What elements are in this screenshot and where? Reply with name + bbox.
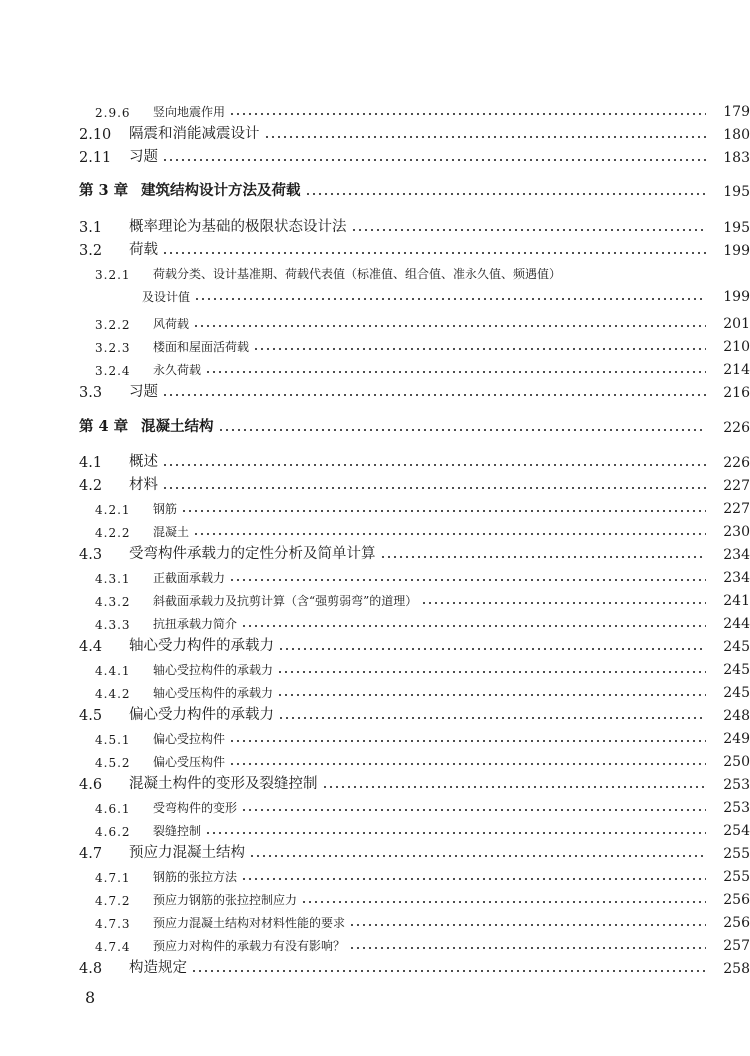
toc-entry-number: 2.11 xyxy=(79,150,112,166)
toc-entry[interactable] xyxy=(0,214,750,236)
toc-entry-number: 2.9.6 xyxy=(95,106,131,120)
toc-entry[interactable] xyxy=(0,840,750,862)
toc-entry-number: 3.1 xyxy=(79,220,103,236)
dot-leader xyxy=(301,901,706,903)
toc-entry-page: 241 xyxy=(723,593,750,609)
toc-entry-title: 习题 xyxy=(129,384,158,400)
toc-entry-title: 风荷载 xyxy=(153,317,190,331)
toc-entry-number: 4.7.1 xyxy=(95,871,131,885)
toc-entry[interactable] xyxy=(0,379,750,401)
toc-entry[interactable] xyxy=(0,541,750,563)
toc-entry-page: 258 xyxy=(723,961,750,977)
toc-entry-number: 4.6.1 xyxy=(95,802,131,816)
toc-entry[interactable] xyxy=(0,725,750,747)
toc-entry[interactable] xyxy=(0,564,750,586)
toc-entry-title: 偏心受压构件 xyxy=(153,755,226,769)
dot-leader xyxy=(253,348,706,350)
toc-entry-title: 轴心受力构件的承载力 xyxy=(129,638,274,654)
toc-entry-number: 4.1 xyxy=(79,455,103,471)
toc-entry-number: 3.2.3 xyxy=(95,341,131,355)
toc-entry-number: 3.2.1 xyxy=(95,268,131,282)
toc-entry-page: 183 xyxy=(723,150,750,166)
dot-leader xyxy=(349,947,706,949)
toc-entry-title: 正截面承载力 xyxy=(153,571,226,585)
dot-leader xyxy=(162,464,706,466)
toc-entry-number: 4.7 xyxy=(79,846,103,862)
toc-entry-number: 4.5.2 xyxy=(95,756,131,770)
toc-entry-page: 195 xyxy=(723,220,750,236)
toc-entry-page: 180 xyxy=(723,127,750,143)
toc-entry-number: 第 3 章 xyxy=(79,182,129,199)
toc-entry-title: 预应力混凝土结构对材料性能的要求 xyxy=(153,916,346,930)
toc-entry-number: 4.2.1 xyxy=(95,503,131,517)
dot-leader xyxy=(229,113,706,115)
toc-entry-title: 概述 xyxy=(129,454,158,470)
toc-entry[interactable] xyxy=(0,955,750,977)
toc-entry-number: 4.2 xyxy=(79,478,103,494)
toc-entry-number: 4.7.3 xyxy=(95,917,131,931)
dot-leader xyxy=(241,809,706,811)
toc-entry-page: 255 xyxy=(723,869,750,885)
dot-leader xyxy=(229,740,706,742)
dot-leader xyxy=(278,648,706,650)
toc-entry[interactable] xyxy=(0,587,750,609)
dot-leader xyxy=(229,579,706,581)
toc-entry-number: 4.3 xyxy=(79,547,103,563)
toc-entry-page: 210 xyxy=(723,339,750,355)
toc-entry-number: 3.3 xyxy=(79,385,103,401)
toc-entry-page: 250 xyxy=(723,754,750,770)
toc-entry[interactable] xyxy=(0,909,750,931)
toc-entry-title: 受弯构件的变形 xyxy=(153,801,238,815)
dot-leader xyxy=(277,671,706,673)
toc-entry[interactable] xyxy=(0,886,750,908)
dot-leader xyxy=(218,429,707,431)
toc-entry-page: 214 xyxy=(723,362,750,378)
toc-entry-number: 4.5.1 xyxy=(95,733,131,747)
toc-entry-title: 概率理论为基础的极限状态设计法 xyxy=(129,219,347,235)
dot-leader xyxy=(194,298,706,300)
toc-entry-number: 3.2 xyxy=(79,243,103,259)
toc-entry-number: 4.4.1 xyxy=(95,664,131,678)
dot-leader xyxy=(421,602,706,604)
toc-entry[interactable] xyxy=(0,656,750,678)
toc-entry-title: 隔震和消能减震设计 xyxy=(129,126,260,142)
toc-entry-page: 254 xyxy=(723,823,750,839)
dot-leader xyxy=(162,159,706,161)
dot-leader xyxy=(241,878,706,880)
toc-entry-page: 227 xyxy=(723,501,750,517)
toc-entry[interactable] xyxy=(0,495,750,517)
dot-leader xyxy=(205,832,706,834)
toc-entry[interactable] xyxy=(0,794,750,816)
dot-leader xyxy=(193,533,706,535)
dot-leader xyxy=(349,924,706,926)
toc-entry[interactable] xyxy=(0,863,750,885)
toc-entry-page: 195 xyxy=(723,184,750,200)
toc-entry[interactable] xyxy=(0,518,750,540)
toc-entry-title: 材料 xyxy=(129,477,158,493)
dot-leader xyxy=(162,487,706,489)
toc-entry-title: 受弯构件承载力的定性分析及简单计算 xyxy=(129,546,376,562)
toc-entry-title: 习题 xyxy=(129,149,158,165)
toc-entry-number: 4.7.2 xyxy=(95,894,131,908)
toc-entry[interactable] xyxy=(0,260,750,282)
toc-entry-number: 4.4.2 xyxy=(95,687,131,701)
toc-entry-page: 253 xyxy=(723,800,750,816)
toc-entry-title: 斜截面承载力及抗剪计算（含“强剪弱弯”的道理） xyxy=(153,594,418,608)
dot-leader xyxy=(249,855,706,857)
toc-entry-page: 199 xyxy=(723,243,750,259)
toc-entry-title: 竖向地震作用 xyxy=(153,105,226,119)
dot-leader xyxy=(193,325,706,327)
toc-entry-title: 预应力钢筋的张拉控制应力 xyxy=(153,893,298,907)
toc-entry-page: 234 xyxy=(723,570,750,586)
dot-leader xyxy=(322,786,707,788)
toc-entry-page: 245 xyxy=(723,662,750,678)
toc-entry-title: 混凝土结构 xyxy=(141,418,214,435)
dot-leader xyxy=(305,193,707,195)
toc-entry-title: 混凝土构件的变形及裂缝控制 xyxy=(129,776,318,792)
toc-entry-title: 建筑结构设计方法及荷载 xyxy=(141,182,301,199)
toc-entry-title: 偏心受力构件的承载力 xyxy=(129,707,274,723)
toc-entry-page: 227 xyxy=(723,478,750,494)
toc-entry-continuation[interactable] xyxy=(0,283,750,305)
toc-entry[interactable] xyxy=(0,633,750,655)
toc-entry-page: 234 xyxy=(723,547,750,563)
toc-entry-page: 230 xyxy=(723,524,750,540)
dot-leader xyxy=(241,625,706,627)
dot-leader xyxy=(264,136,707,138)
toc-entry-title: 轴心受压构件的承载力 xyxy=(153,686,274,700)
toc-entry-page: 226 xyxy=(723,455,750,471)
dot-leader xyxy=(162,394,706,396)
toc-entry-page: 216 xyxy=(723,385,750,401)
dot-leader xyxy=(229,763,706,765)
toc-entry-page: 256 xyxy=(723,915,750,931)
toc-entry-page: 249 xyxy=(723,731,750,747)
toc-entry[interactable] xyxy=(0,932,750,954)
toc-entry-page: 253 xyxy=(723,777,750,793)
toc-entry-number: 第 4 章 xyxy=(79,418,129,435)
toc-entry-page: 245 xyxy=(723,685,750,701)
toc-entry-title: 混凝土 xyxy=(153,525,190,539)
toc-entry[interactable] xyxy=(0,702,750,724)
toc-entry-number: 4.8 xyxy=(79,961,103,977)
toc-entry-page: 245 xyxy=(723,639,750,655)
toc-entry-page: 255 xyxy=(723,846,750,862)
dot-leader xyxy=(181,510,706,512)
toc-entry-title: 荷载分类、设计基准期、荷载代表值（标准值、组合值、准永久值、频遇值） xyxy=(153,267,562,281)
toc-entry[interactable] xyxy=(0,144,750,166)
toc-entry-page: 201 xyxy=(723,316,750,332)
toc-entry-page: 257 xyxy=(723,938,750,954)
toc-entry-number: 4.6 xyxy=(79,777,103,793)
toc-entry-title: 轴心受拉构件的承载力 xyxy=(153,663,274,677)
toc-entry-page: 248 xyxy=(723,708,750,724)
toc-entry[interactable] xyxy=(0,121,750,143)
toc-entry-page: 244 xyxy=(723,616,750,632)
toc-entry[interactable] xyxy=(0,817,750,839)
toc-entry[interactable] xyxy=(0,333,750,355)
toc-entry-number: 4.3.1 xyxy=(95,572,131,586)
toc-entry[interactable] xyxy=(0,679,750,701)
toc-entry[interactable] xyxy=(0,771,750,793)
toc-entry[interactable] xyxy=(0,178,750,200)
toc-entry-number: 4.3.2 xyxy=(95,595,131,609)
toc-entry[interactable] xyxy=(0,610,750,632)
toc-entry-title: 荷载 xyxy=(129,242,158,258)
toc-entry-title: 构造规定 xyxy=(129,960,187,976)
toc-entry-title: 永久荷载 xyxy=(153,363,202,377)
dot-leader xyxy=(162,252,706,254)
toc-entry-number: 4.4 xyxy=(79,639,103,655)
toc-entry-page: 179 xyxy=(723,104,750,120)
toc-entry-title: 裂缝控制 xyxy=(153,824,202,838)
toc-entry-number: 2.10 xyxy=(79,127,112,143)
toc-entry-page: 226 xyxy=(723,420,750,436)
page-number: 8 xyxy=(85,988,96,1007)
toc-entry-title: 预应力混凝土结构 xyxy=(129,845,245,861)
toc-entry-title: 预应力对构件的承载力有没有影响？ xyxy=(153,939,346,953)
toc-entry-title-continued: 及设计值 xyxy=(142,290,191,304)
toc-entry-number: 4.5 xyxy=(79,708,103,724)
dot-leader xyxy=(278,717,706,719)
toc-entry-title: 钢筋的张拉方法 xyxy=(153,870,238,884)
toc-entry-number: 3.2.4 xyxy=(95,364,131,378)
toc-entry-number: 4.3.3 xyxy=(95,618,131,632)
toc-entry[interactable] xyxy=(0,472,750,494)
toc-entry[interactable] xyxy=(0,98,750,120)
toc-entry[interactable] xyxy=(0,310,750,332)
toc-entry-number: 3.2.2 xyxy=(95,318,131,332)
toc-entry-title: 偏心受拉构件 xyxy=(153,732,226,746)
toc-entry-title: 钢筋 xyxy=(153,502,178,516)
dot-leader xyxy=(277,694,706,696)
toc-entry-number: 4.7.4 xyxy=(95,940,131,954)
toc-entry[interactable] xyxy=(0,356,750,378)
toc-entry-number: 4.6.2 xyxy=(95,825,131,839)
dot-leader xyxy=(380,556,707,558)
toc-entry-title: 抗扭承载力简介 xyxy=(153,617,238,631)
dot-leader xyxy=(205,371,706,373)
toc-entry-page: 256 xyxy=(723,892,750,908)
toc-entry-number: 4.2.2 xyxy=(95,526,131,540)
toc-entry[interactable] xyxy=(0,748,750,770)
toc-entry[interactable] xyxy=(0,449,750,471)
toc-entry-page: 199 xyxy=(723,289,750,305)
toc-entry[interactable] xyxy=(0,414,750,436)
toc-entry-title: 楼面和屋面活荷载 xyxy=(153,340,250,354)
dot-leader xyxy=(351,229,707,231)
dot-leader xyxy=(191,970,706,972)
toc-entry[interactable] xyxy=(0,237,750,259)
